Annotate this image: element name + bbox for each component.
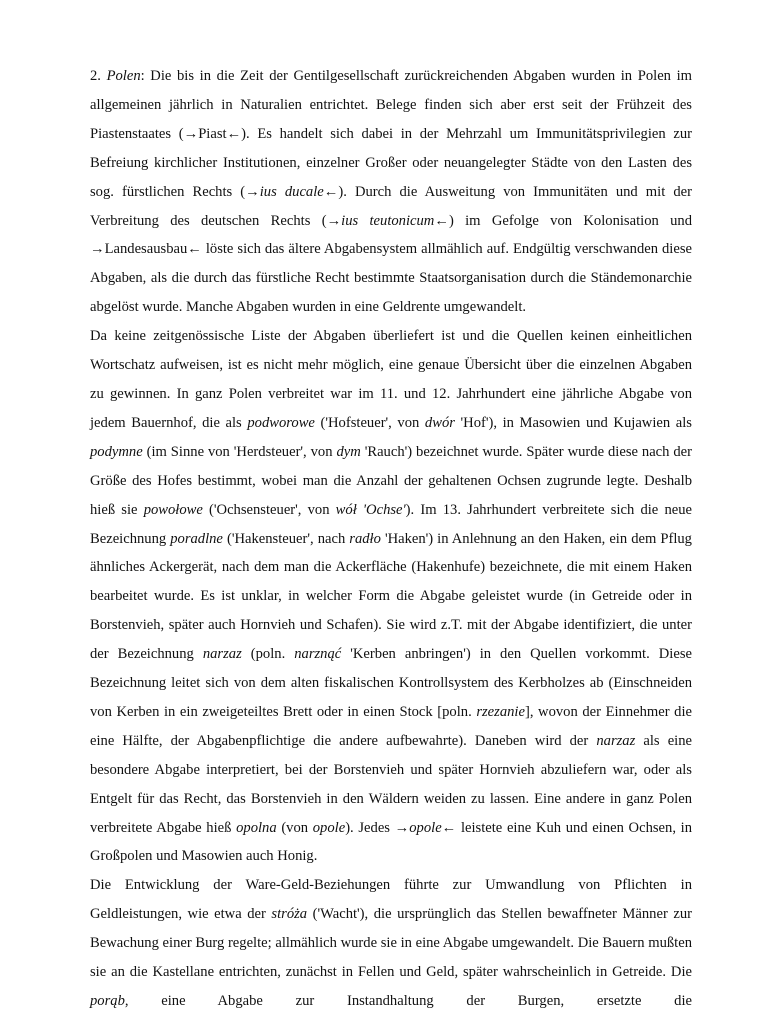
italic-term: dwór	[424, 414, 455, 431]
paragraph	[90, 62, 692, 322]
text-run: ). Im 13. Jahrhundert verbreitete sich die neue Bezeichnung	[90, 501, 692, 547]
text-run: 2.	[90, 68, 107, 84]
italic-term: opole	[312, 819, 346, 836]
text-run: als eine besondere Abgabe interpretiert, bei der Borstenvieh und später Hornvieh abzuliefern war, oder als Entgelt für das Recht, das Borstenvieh in den Wäldern weiden zu lassen. Eine andere in ganz Polen verbreitete Abgabe hieß	[90, 732, 692, 836]
text-run: ('Ochsensteuer', von	[202, 501, 336, 518]
italic-term: narzaz	[202, 646, 242, 663]
paragraph	[90, 322, 692, 871]
text-run: (poln.	[241, 646, 295, 663]
text-run: Die Entwicklung der Ware-Geld-Beziehungen führte zur Umwandlung von Pflichten in Geldleistungen, wie etwa der	[90, 877, 692, 923]
italic-term: →opole←	[394, 819, 457, 836]
document-body	[90, 62, 692, 1016]
italic-term: narzaz	[596, 732, 636, 749]
text-run: 'Kerben anbringen') in den Quellen vorkommt. Diese Bezeichnung leitet sich von dem alten fiskalischen Kontrollsystem des Kerbholzes ab (Einschneiden von Kerben in ein zweigeteiltes Brett oder in einen Stock [poln.	[90, 646, 692, 720]
text-run: ) im Gefolge von Kolonisation und →Landesausbau← löste sich das ältere Abgabensystem allmählich auf. Endgültig verschwanden diese Abgaben, als die durch das fürstliche Recht bestimmte Staatsorganisation durch die Ständemonarchie abgelöst wurde. Manche Abgaben wurden in eine Geldrente umgewandelt.	[90, 212, 692, 316]
text-run: ('Hofsteuer', von	[314, 414, 425, 431]
italic-term: dym	[336, 443, 361, 460]
italic-term: →ius ducale←	[245, 183, 339, 200]
italic-term: radło	[349, 530, 381, 547]
text-run: ). Durch die Ausweitung von Immunitäten und mit der Verbreitung des deutschen Rechts (	[90, 183, 692, 229]
text-run: ). Jedes	[345, 819, 395, 836]
text-run: 'Hof'), in Masowien und Kujawien als	[454, 414, 692, 431]
text-run: : Die bis in die Zeit der Gentilgesellschaft zurückreichenden Abgaben wurden in Polen im allgemeinen jährlich in Naturalien entrichtet. Belege finden sich aber erst seit der Frühzeit des Piastenstaates (→Piast←). Es handelt sich dabei in der Mehrzahl um Immunitätsprivilegien zur Befreiung kirchlicher Institutionen, einzelner Großer oder neuangelegter Städte von den Lasten des sog. fürstlichen Rechts (	[90, 68, 693, 200]
text-run: (im Sinne von 'Herdsteuer', von	[142, 443, 337, 460]
text-run: ('Wacht'), die ursprünglich das Stellen bewaffneter Männer zur Bewachung einer Burg regelte; allmählich wurde sie in eine Abgabe umgewandelt. Die Bauern mußten sie an die Kastellane entrichten, zunächst in Fellen und Geld, später wahrscheinlich in Getreide. Die	[90, 906, 692, 981]
paragraph	[90, 871, 692, 1016]
text-run: ], wovon der Einnehmer die eine Hälfte, der Abgabenpflichtige die andere aufbewahrte). Daneben wird der	[90, 703, 692, 749]
italic-term: narznąć	[294, 646, 342, 663]
text-run: Da keine zeitgenössische Liste der Abgaben überliefert ist und die Quellen keinen einheitlichen Wortschatz aufweisen, ist es nicht mehr möglich, eine genaue Übersicht über die einzelnen Abgaben zu gewinnen. In ganz Polen verbreitet war im 11. und 12. Jahrhundert eine jährliche Abgabe von jedem Bauernhof, die als	[90, 328, 692, 431]
text-run: 'Rauch') bezeichnet wurde. Später wurde diese nach der Größe des Hofes bestimmt, wobei man die Anzahl der gehaltenen Ochsen zugrunde legte. Deshalb hieß sie	[90, 443, 693, 518]
text-run: , eine Abgabe zur Instandhaltung der Burgen, ersetzte die	[124, 993, 692, 1009]
text-run: 'Haken') in Anlehnung an den Haken, ein dem Pflug ähnliches Ackergerät, nach dem man die Ackerfläche (Hakenhufe) bezeichnete, die mit einem Haken bearbeitet wurde. Es ist unklar, in welcher Form die Abgabe geleistet wurde (in Getreide oder in Borstenvieh, später auch Hornvieh und Schafen). Sie wird z.T. mit der Abgabe identifiziert, die unter der Bezeichnung	[90, 530, 692, 663]
italic-term: →ius teutonicum←	[326, 212, 449, 229]
italic-term: poradlne	[170, 530, 223, 547]
italic-term: podymne	[90, 443, 143, 460]
italic-term: rzezanie	[476, 703, 525, 720]
italic-term: Polen	[106, 68, 141, 84]
italic-term: powołowe	[143, 501, 203, 518]
text-run: (von	[276, 819, 313, 836]
text-run: leistete eine Kuh und einen Ochsen, in Großpolen und Masowien auch Honig.	[90, 819, 692, 865]
italic-term: opolna	[236, 819, 277, 836]
italic-term: wół 'Ochse'	[335, 501, 406, 518]
italic-term: podworowe	[247, 414, 315, 431]
italic-term: stróża	[271, 906, 308, 923]
italic-term: porąb	[90, 993, 125, 1009]
text-run: ('Hakensteuer', nach	[222, 530, 350, 547]
